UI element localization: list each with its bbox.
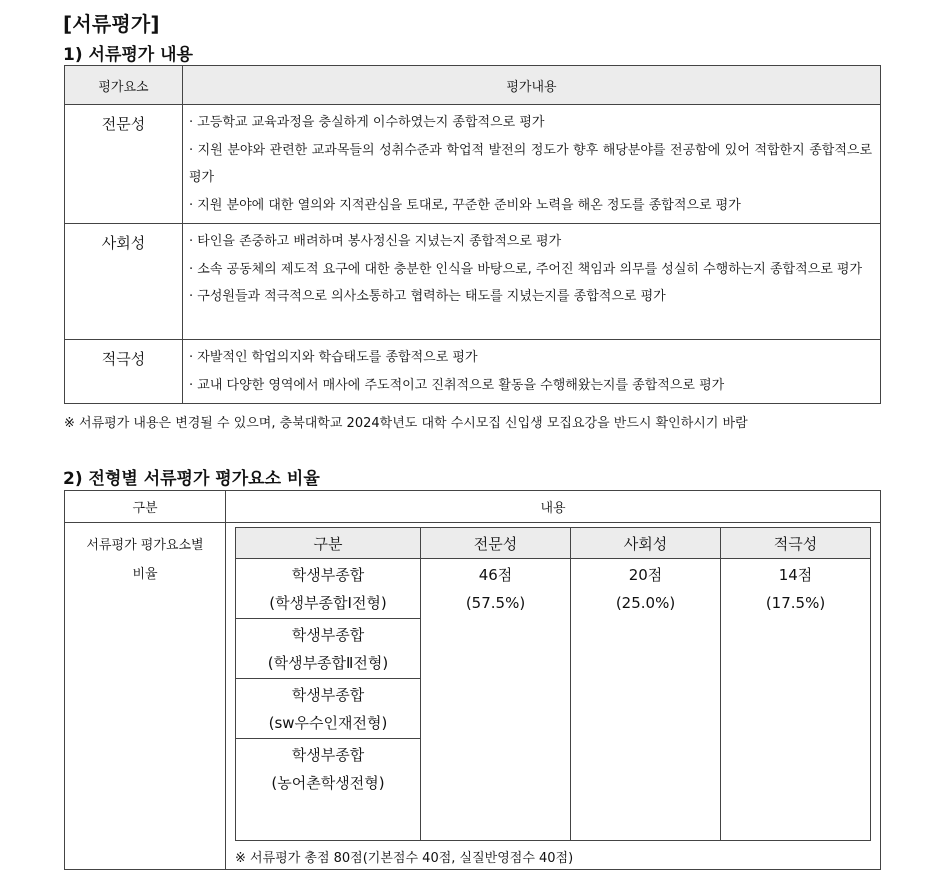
score-points: 46점 xyxy=(478,566,513,584)
element-content xyxy=(183,105,881,224)
table-row xyxy=(236,559,871,619)
table-row xyxy=(65,224,881,340)
track-cell xyxy=(236,679,421,739)
element-content xyxy=(183,224,881,340)
evaluation-content-table xyxy=(64,65,881,404)
score-points: 14점 xyxy=(778,566,813,584)
section1-note: ※ 서류평가 내용은 변경될 수 있으며, 충북대학교 2024학년도 대학 수시모집 신입생 모집요강을 반드시 확인하시기 바람 xyxy=(64,416,748,431)
ratio-category xyxy=(65,523,226,870)
track-name: 학생부종합 xyxy=(291,746,365,764)
bullet-item: · 교내 다양한 영역에서 매사에 주도적이고 진취적으로 활동을 수행해왔는지를 종합적으로 평가 xyxy=(189,377,725,393)
bullet-item: · 소속 공동체의 제도적 요구에 대한 충분한 인식을 바탕으로, 주어진 책임과 의무를 성실히 수행하는지 종합적으로 평가 xyxy=(189,261,863,277)
score-percent: (17.5%) xyxy=(765,594,826,612)
header-category: 구분 xyxy=(65,491,226,523)
score-sociality xyxy=(571,559,721,841)
section2-title: 2) 전형별 서류평가 평가요소 비율 xyxy=(63,469,320,489)
header-content: 내용 xyxy=(226,491,881,523)
score-percent: (57.5%) xyxy=(465,594,526,612)
inner-header-category: 구분 xyxy=(236,528,421,559)
track-subname: (농어촌학생전형) xyxy=(271,774,385,792)
bullet-item: · 고등학교 교육과정을 충실하게 이수하였는지 종합적으로 평가 xyxy=(189,115,545,130)
track-name: 학생부종합 xyxy=(291,626,365,644)
score-expertise xyxy=(421,559,571,841)
score-initiative xyxy=(721,559,871,841)
element-label: 사회성 xyxy=(65,224,183,340)
ratio-category-line2: 비율 xyxy=(132,567,158,582)
track-cell xyxy=(236,739,421,841)
header-content: 평가내용 xyxy=(183,66,881,105)
track-name: 학생부종합 xyxy=(291,686,365,704)
bullet-item: · 자발적인 학업의지와 학습태도를 종합적으로 평가 xyxy=(189,350,478,365)
header-element: 평가요소 xyxy=(65,66,183,105)
inner-header-expertise: 전문성 xyxy=(421,528,571,559)
ratio-table xyxy=(64,490,881,870)
track-subname: (학생부종합Ⅱ전형) xyxy=(267,654,389,672)
ratio-category-line1: 서류평가 평가요소별 xyxy=(86,538,204,553)
element-label: 적극성 xyxy=(65,340,183,404)
bullet-item: · 타인을 존중하고 배려하며 봉사정신을 지녔는지 종합적으로 평가 xyxy=(189,234,562,249)
table-row xyxy=(65,340,881,404)
track-name: 학생부종합 xyxy=(291,566,365,584)
track-subname: (sw우수인재전형) xyxy=(268,714,388,732)
page-title: [서류평가] xyxy=(63,12,160,36)
table-row xyxy=(65,523,881,870)
bullet-item: · 지원 분야에 대한 열의와 지적관심을 토대로, 꾸준한 준비와 노력을 해온 정도를 종합적으로 평가 xyxy=(189,197,741,213)
section2-note: ※ 서류평가 총점 80점(기본점수 40점, 실질반영점수 40점) xyxy=(235,851,574,866)
ratio-content xyxy=(226,523,881,870)
inner-header-sociality: 사회성 xyxy=(571,528,721,559)
bullet-item: · 구성원들과 적극적으로 의사소통하고 협력하는 태도를 지녔는지를 종합적으로 평가 xyxy=(189,289,666,304)
section1-title: 1) 서류평가 내용 xyxy=(63,45,193,65)
track-cell xyxy=(236,559,421,619)
element-label: 전문성 xyxy=(65,105,183,224)
inner-header-initiative: 적극성 xyxy=(721,528,871,559)
track-subname: (학생부종합Ⅰ전형) xyxy=(269,594,387,612)
score-points: 20점 xyxy=(628,566,663,584)
track-cell xyxy=(236,619,421,679)
table-row xyxy=(65,105,881,224)
bullet-item: · 지원 분야와 관련한 교과목들의 성취수준과 학업적 발전의 정도가 향후 해당분야를 전공함에 있어 적합한지 종합적으로 평가 xyxy=(189,142,872,185)
element-content xyxy=(183,340,881,404)
score-percent: (25.0%) xyxy=(615,594,676,612)
score-ratio-table xyxy=(235,527,871,841)
